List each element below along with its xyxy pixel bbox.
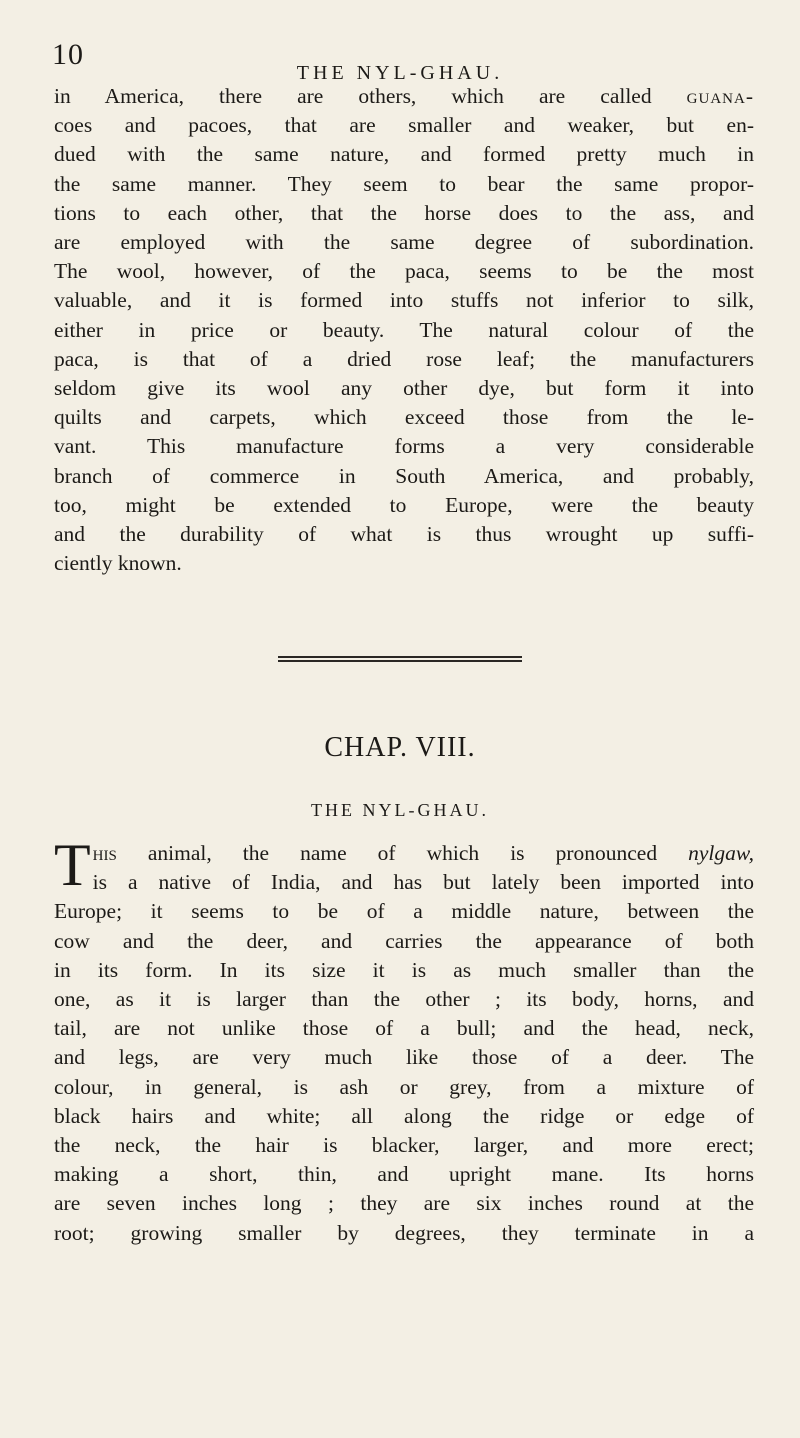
guanacoes-word: guana- bbox=[686, 84, 754, 108]
text-line: tail, are not unlike those of a bull; and the head, neck, bbox=[54, 1016, 754, 1041]
text-line: and legs, are very much like those of a deer. The bbox=[54, 1045, 754, 1070]
text-line: black hairs and white; all along the ridge or edge of bbox=[54, 1103, 754, 1128]
text-line: vant. This manufacture forms a very considerable bbox=[54, 434, 754, 459]
page-number: 10 bbox=[52, 38, 84, 71]
text-line: dued with the same nature, and formed pretty much in bbox=[54, 142, 754, 167]
chapter-subtitle: THE NYL-GHAU. bbox=[311, 800, 489, 820]
text-line: paca, is that of a dried rose leaf; the manufacturers bbox=[54, 346, 754, 371]
text-line: either in price or beauty. The natural colour of the bbox=[54, 317, 754, 342]
drop-cap: T bbox=[54, 832, 91, 898]
running-title: THE NYL-GHAU. bbox=[296, 62, 504, 84]
text-line: are seven inches long ; they are six inches round at the bbox=[54, 1191, 754, 1216]
text-line: colour, in general, is ash or grey, from a mixture of bbox=[54, 1074, 754, 1099]
section-divider-rule bbox=[278, 656, 522, 662]
text-line: The wool, however, of the paca, seems to be the most bbox=[54, 259, 754, 284]
text-line: coes and pacoes, that are smaller and weaker, but en- bbox=[54, 113, 754, 138]
paragraph-nylghau bbox=[54, 832, 754, 1248]
text-line: one, as it is larger than the other ; its body, horns, and bbox=[54, 987, 754, 1012]
text-line: valuable, and it is formed into stuffs not inferior to silk, bbox=[54, 288, 754, 313]
text-line: his animal, the name of which is pronounced nylgaw, bbox=[92, 841, 754, 865]
running-head bbox=[52, 38, 748, 88]
chapter-heading: CHAP. VIII. bbox=[324, 732, 476, 763]
text-line: root; growing smaller by degrees, they terminate in a bbox=[54, 1220, 754, 1245]
text-line: quilts and carpets, which exceed those from the le- bbox=[54, 405, 754, 430]
text-line: Europe; it seems to be of a middle nature, between the bbox=[54, 899, 754, 924]
text-line: the same manner. They seem to bear the same propor- bbox=[54, 171, 754, 196]
text-line: is a native of India, and has but lately been imported into bbox=[92, 870, 754, 895]
text-line: are employed with the same degree of subordination. bbox=[54, 230, 754, 255]
text-line: tions to each other, that the horse does to the ass, and bbox=[54, 200, 754, 225]
text-line: the neck, the hair is blacker, larger, and more erect; bbox=[54, 1133, 754, 1158]
text-line: ciently known. bbox=[54, 551, 182, 576]
text-line: branch of commerce in South America, and probably, bbox=[54, 463, 754, 488]
text-line: and the durability of what is thus wrought up suffi- bbox=[54, 522, 754, 547]
text-line: too, might be extended to Europe, were the beauty bbox=[54, 492, 754, 517]
text-line: in America, there are others, which are called guana- bbox=[54, 84, 754, 108]
text-line: seldom give its wool any other dye, but form it into bbox=[54, 376, 754, 401]
text-line: cow and the deer, and carries the appearance of both bbox=[54, 928, 754, 953]
text-line: making a short, thin, and upright mane. Its horns bbox=[54, 1162, 754, 1187]
paragraph-paca bbox=[54, 82, 754, 578]
text-line: in its form. In its size it is as much smaller than the bbox=[54, 957, 754, 982]
pronunciation-italic: nylgaw, bbox=[688, 841, 754, 865]
